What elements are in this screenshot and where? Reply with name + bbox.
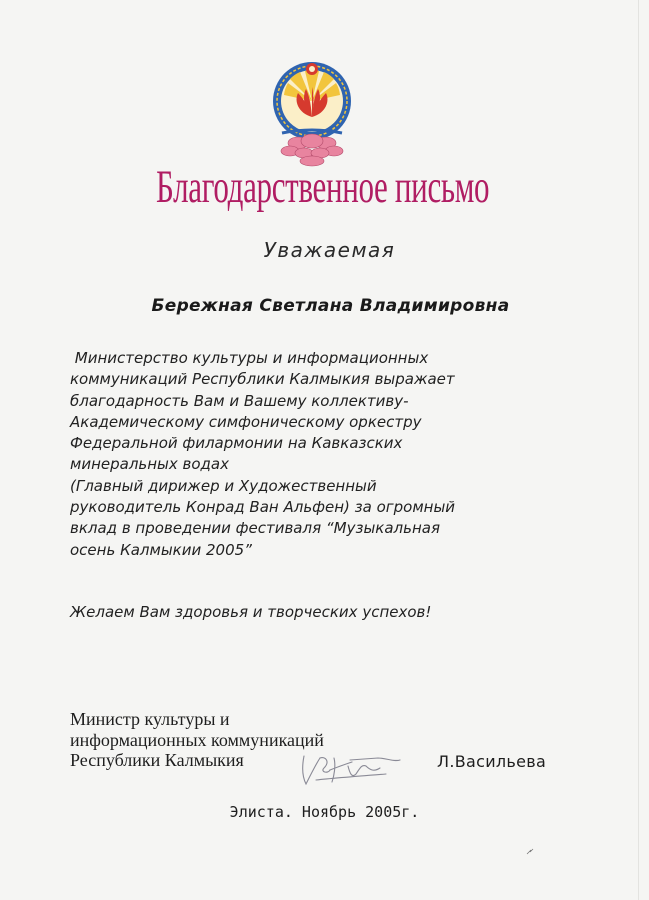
paper-mark-icon	[525, 846, 535, 856]
body-line: (Главный дирижер и Художественный	[70, 476, 377, 495]
recipient-name: Бережная Светлана Владимировна	[151, 296, 510, 316]
page-edge-line	[638, 0, 639, 900]
body-line: осень Калмыкии 2005”	[70, 540, 252, 559]
body-line: руководитель Конрад Ван Альфен) за огромный	[70, 498, 456, 517]
place-and-date: Элиста. Ноябрь 2005г.	[229, 803, 420, 821]
minister-line: информационных коммуникаций	[70, 729, 324, 750]
signer-name: Л.Васильева	[437, 752, 547, 771]
letter-body	[70, 348, 590, 561]
body-line: благодарность Вам и Вашему коллективу-	[70, 391, 409, 410]
closing-wishes: Желаем Вам здоровья и творческих успехов!	[70, 603, 432, 621]
body-line: минеральных водах	[70, 455, 229, 474]
body-line: вклад в проведении фестиваля “Музыкальная	[70, 519, 440, 538]
body-line: коммуникаций Республики Калмыкия выражает	[70, 370, 455, 389]
minister-line: Республики Калмыкия	[70, 750, 244, 770]
minister-title-block	[70, 709, 324, 771]
minister-line: Министр культуры и	[70, 709, 230, 729]
document-title: Благодарственное письмо	[156, 161, 490, 213]
body-line: Академическому симфоническому оркестру	[70, 412, 422, 431]
coat-of-arms-emblem-icon	[268, 55, 356, 171]
handwritten-signature-icon	[290, 748, 405, 790]
salutation: Уважаемая	[263, 238, 396, 262]
body-line: Федеральной филармонии на Кавказских	[70, 434, 403, 453]
body-line: Министерство культуры и информационных	[70, 349, 429, 367]
